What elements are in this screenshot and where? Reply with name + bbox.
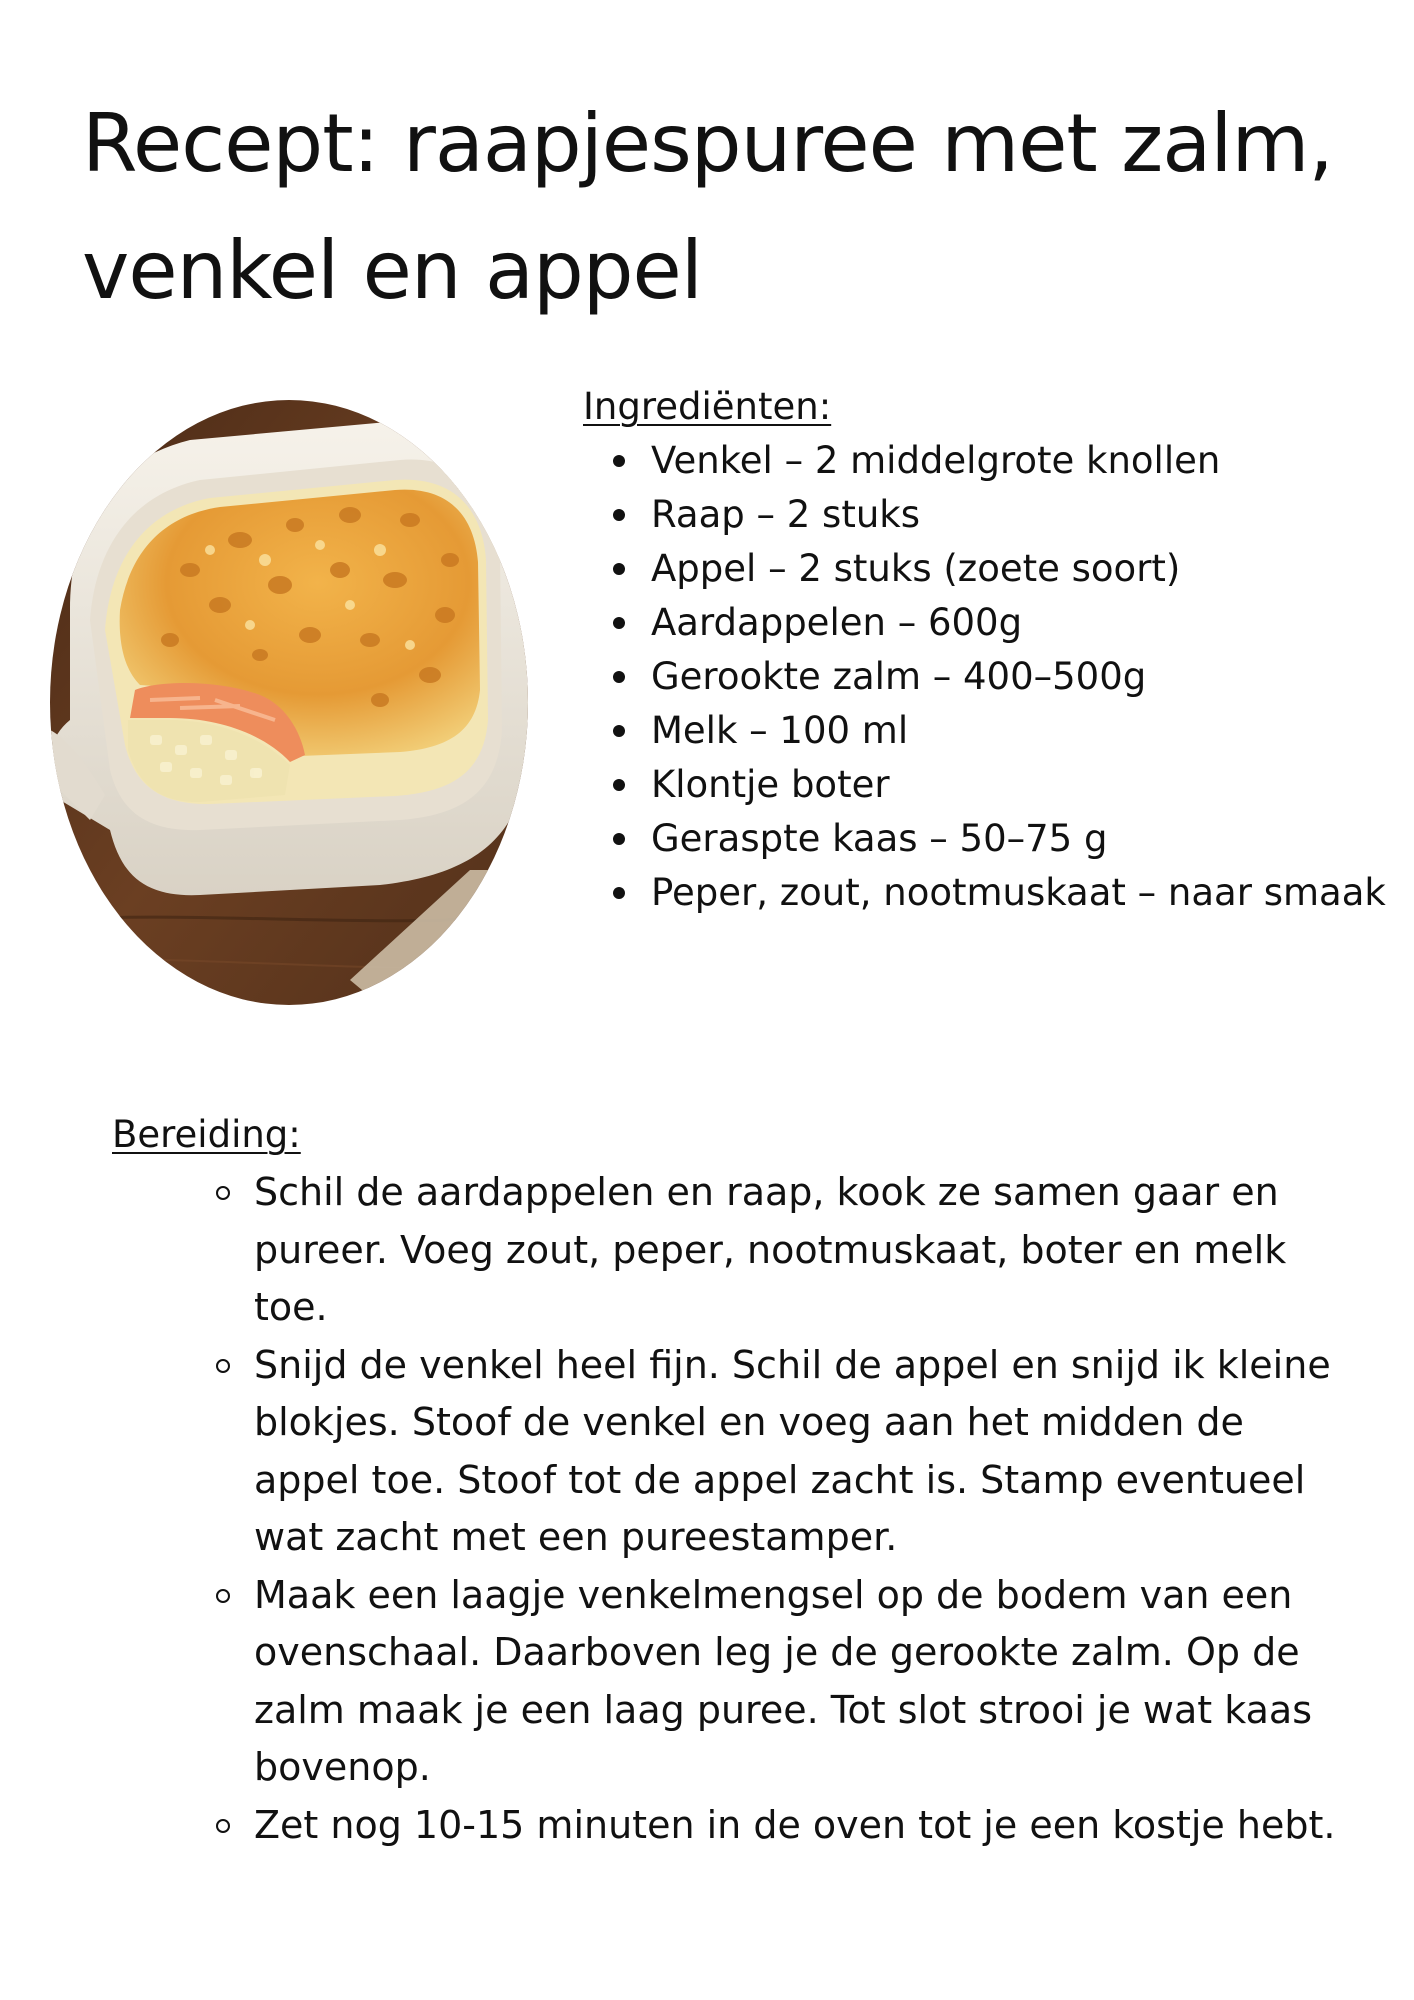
bullet-icon xyxy=(613,671,625,683)
ingredient-item: Melk – 100 ml xyxy=(583,704,1383,758)
bullet-icon xyxy=(613,833,625,845)
ingredient-item: Gerookte zalm – 400–500g xyxy=(583,650,1383,704)
ingredients-list xyxy=(583,434,1386,920)
circle-bullet-icon xyxy=(216,1359,230,1373)
page-title: Recept: raapjespuree met zalm, venkel en appel xyxy=(82,97,1333,317)
bullet-icon xyxy=(613,455,625,467)
preparation-step: Maak een laagje venkelmengsel op de bodem van een ovenschaal. Daarboven leg je de gerookte zalm. Op de zalm maak je een laag puree. Tot slot strooi je wat kaas bovenop. xyxy=(112,1567,1342,1797)
recipe-photo xyxy=(50,400,528,1005)
ingredient-item: Klontje boter xyxy=(583,758,1383,812)
ingredients-section xyxy=(583,380,1386,920)
circle-bullet-icon xyxy=(216,1186,230,1200)
bullet-icon xyxy=(613,509,625,521)
preparation-step: Schil de aardappelen en raap, kook ze samen gaar en pureer. Voeg zout, peper, nootmuskaat, boter en melk toe. xyxy=(112,1164,1342,1337)
preparation-step: Zet nog 10-15 minuten in de oven tot je een kostje hebt. xyxy=(112,1797,1342,1855)
recipe-photo-illustration xyxy=(50,400,528,1005)
ingredient-item: Geraspte kaas – 50–75 g xyxy=(583,812,1383,866)
preparation-step: Snijd de venkel heel fijn. Schil de appel en snijd ik kleine blokjes. Stoof de venkel en voeg aan het midden de appel toe. Stoof tot de appel zacht is. Stamp eventueel wat zacht met een pureestamper. xyxy=(112,1337,1342,1567)
ingredient-item: Aardappelen – 600g xyxy=(583,596,1383,650)
bullet-icon xyxy=(613,617,625,629)
bullet-icon xyxy=(613,887,625,899)
ingredients-heading: Ingrediënten: xyxy=(583,385,832,428)
preparation-heading: Bereiding: xyxy=(112,1113,301,1156)
bullet-icon xyxy=(613,779,625,791)
ingredient-item: Venkel – 2 middelgrote knollen xyxy=(583,434,1383,488)
circle-bullet-icon xyxy=(216,1589,230,1603)
ingredient-item: Raap – 2 stuks xyxy=(583,488,1383,542)
bullet-icon xyxy=(613,563,625,575)
preparation-section xyxy=(112,1108,1342,1854)
preparation-steps xyxy=(112,1164,1342,1854)
bullet-icon xyxy=(613,725,625,737)
ingredient-item: Peper, zout, nootmuskaat – naar smaak xyxy=(583,866,1383,920)
ingredient-item: Appel – 2 stuks (zoete soort) xyxy=(583,542,1383,596)
circle-bullet-icon xyxy=(216,1819,230,1833)
